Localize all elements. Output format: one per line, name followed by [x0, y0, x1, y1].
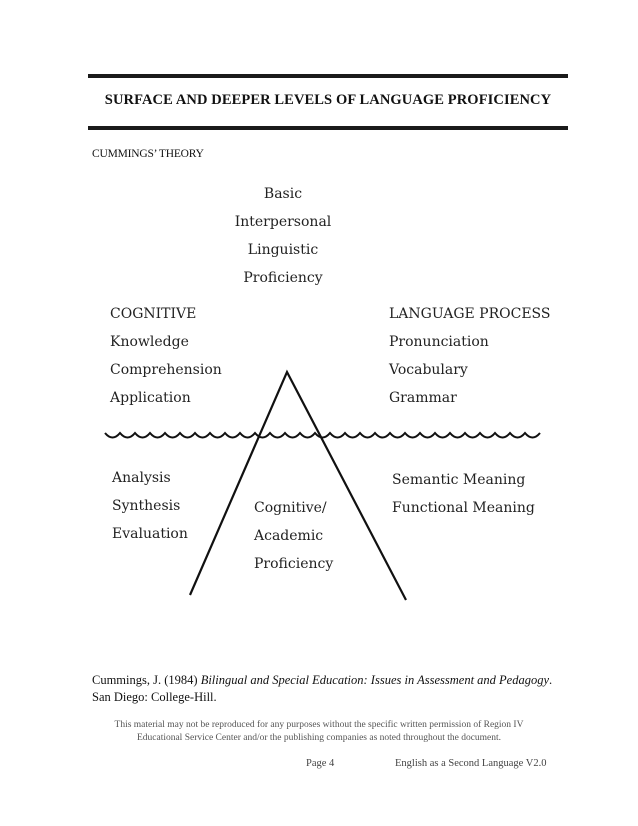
- copyright-notice: This material may not be reproduced for any purposes without the specific written permission of Region IV Educational Service Center and/or the publishing companies as noted throughout the document.: [114, 720, 524, 743]
- page-heading: SURFACE AND DEEPER LEVELS OF LANGUAGE PROFICIENCY: [104, 92, 552, 108]
- cognitive-knowledge: Knowledge: [110, 334, 189, 350]
- center-cognitive: Cognitive/: [254, 500, 327, 516]
- deep-semantic-meaning: Semantic Meaning: [392, 472, 526, 488]
- section-subheading: CUMMINGS’ THEORY: [92, 148, 204, 160]
- citation: [92, 672, 552, 706]
- apex-label-linguistic: Linguistic: [247, 242, 319, 258]
- deep-synthesis: Synthesis: [112, 498, 181, 514]
- cognitive-application: Application: [110, 390, 191, 406]
- deep-functional-meaning: Functional Meaning: [392, 500, 535, 516]
- language-pronunciation: Pronunciation: [389, 334, 489, 350]
- citation-prefix: Cummings, J. (1984): [92, 673, 201, 687]
- citation-suffix: .: [549, 673, 553, 687]
- citation-title: Bilingual and Special Education: Issues in Assessment and Pedagogy: [200, 673, 550, 687]
- center-proficiency: Proficiency: [254, 556, 334, 572]
- apex-label-basic: Basic: [263, 186, 303, 202]
- apex-label-proficiency: Proficiency: [243, 270, 323, 286]
- course-title: English as a Second Language V2.0: [395, 758, 547, 769]
- cognitive-comprehension: Comprehension: [110, 362, 222, 378]
- waterline: [105, 433, 540, 438]
- language-process-heading: LANGUAGE PROCESS: [389, 306, 551, 322]
- citation-publisher: San Diego: College-Hill.: [92, 690, 217, 704]
- deep-evaluation: Evaluation: [112, 526, 188, 542]
- page-number: Page 4: [306, 758, 335, 769]
- language-grammar: Grammar: [389, 390, 457, 406]
- center-academic: Academic: [254, 528, 324, 544]
- language-vocabulary: Vocabulary: [389, 362, 468, 378]
- apex-label-interpersonal: Interpersonal: [234, 214, 332, 230]
- cognitive-heading: COGNITIVE: [110, 306, 197, 322]
- deep-analysis: Analysis: [112, 470, 171, 486]
